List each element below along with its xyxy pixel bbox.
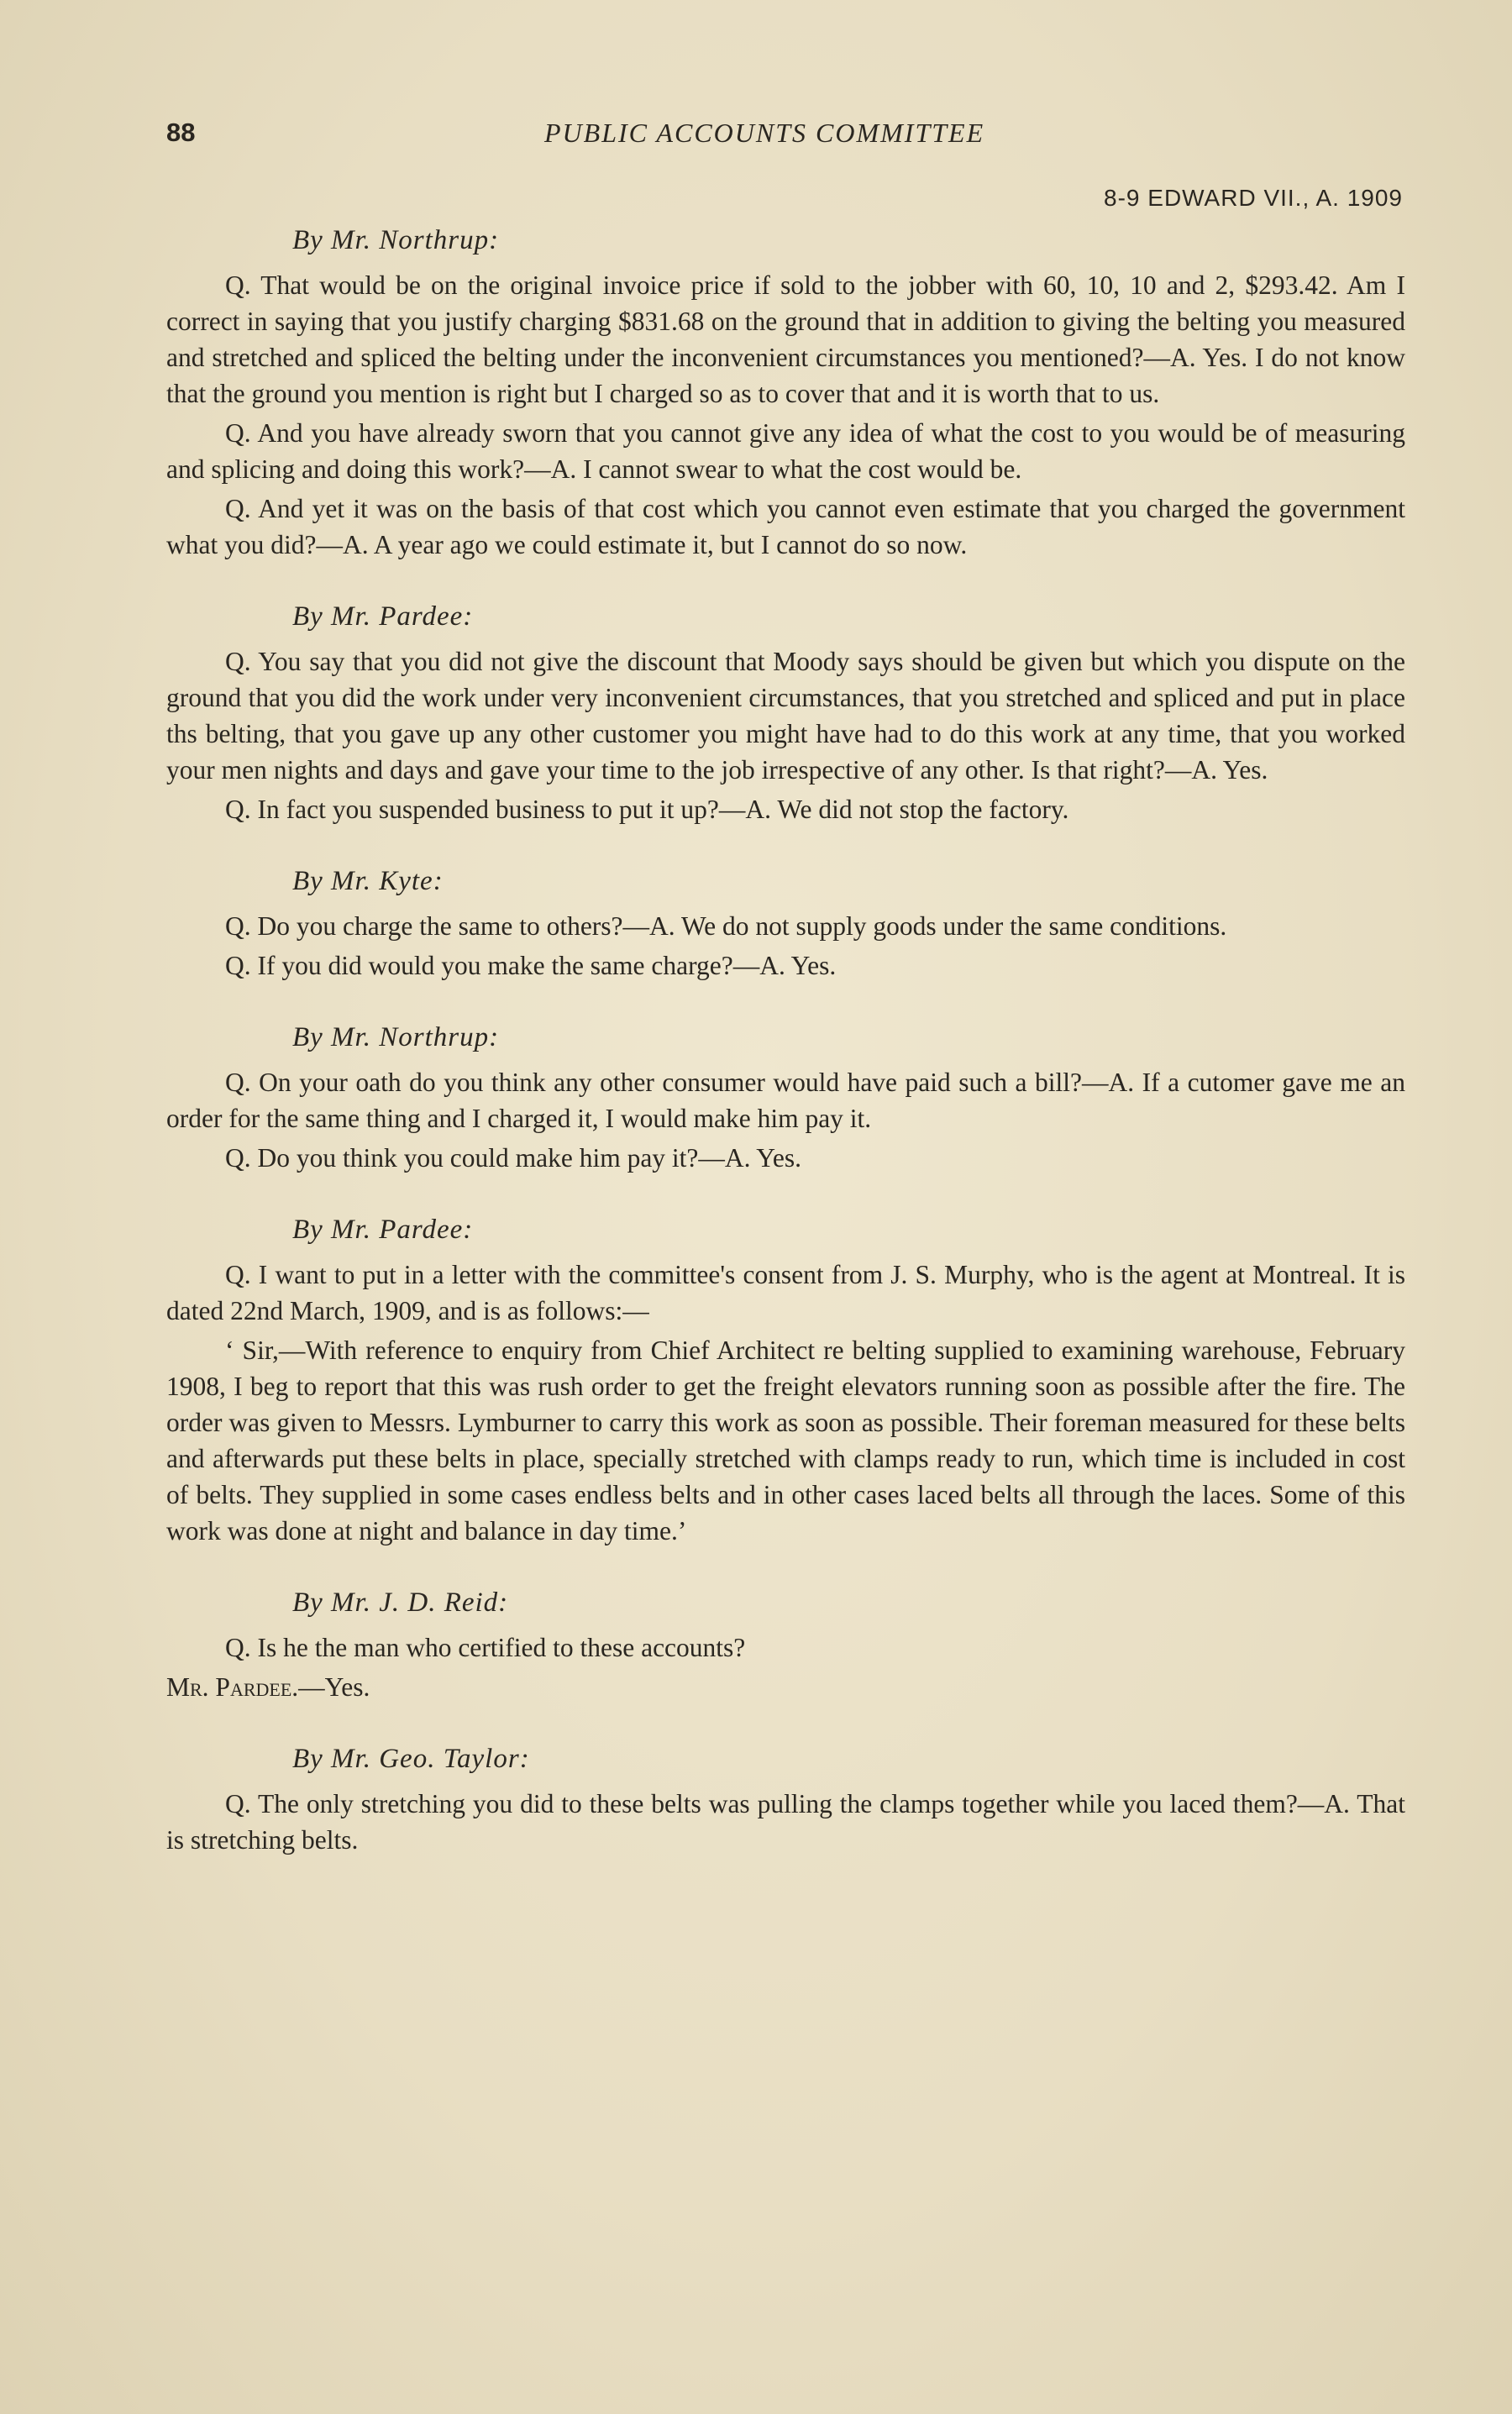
question-paragraph: Q. Do you think you could make him pay it?—A. Yes. [225,1143,801,1173]
question-paragraph: Q. If you did would you make the same charge?—A. Yes. [225,951,837,980]
speaker-heading: By Mr. Kyte: [292,866,444,896]
speaker-heading: By Mr. J. D. Reid: [292,1587,509,1618]
reply-line [166,1669,1405,1705]
speaker-heading: By Mr. Geo. Taylor: [292,1744,530,1774]
speaker-heading: By Mr. Pardee: [292,601,474,632]
question-paragraph: Q. You say that you did not give the discount that Moody says should be given but which you dispute on the ground that you did the work under very inconvenient circumstances, that you stretched and spliced and put in place ths belting, that you gave up any other customer you might have had to do this work at any time, that you worked your men nights and days and gave your time to the job irrespective of any other. Is that right?—A. Yes. [166,647,1405,785]
speaker-heading: By Mr. Northrup: [292,1022,500,1052]
question-paragraph: Q. And yet it was on the basis of that cost which you cannot even estimate that you charged the government what you did?—A. A year ago we could estimate it, but I cannot do so now. [166,494,1405,559]
question-paragraph: Q. On your oath do you think any other consumer would have paid such a bill?—A. If a cutomer gave me an order for the same thing and I charged it, I would make him pay it. [166,1068,1405,1133]
reply-speaker: Mr. Pardee [166,1672,292,1702]
section-northrup-1 [166,223,1405,563]
document-body [166,223,1405,1861]
reply-text: .—Yes. [291,1672,370,1702]
section-kyte [166,864,1405,984]
section-reid [166,1586,1405,1705]
speaker-heading: By Mr. Northrup: [292,225,500,255]
question-paragraph: Q. And you have already sworn that you cannot give any idea of what the cost to you would be of measuring and splicing and doing this work?—A. I cannot swear to what the cost would be. [166,418,1405,484]
question-paragraph: Q. I want to put in a letter with the committee's consent from J. S. Murphy, who is the agent at Montreal. It is dated 22nd March, 1909, and is as follows:— [166,1260,1405,1325]
running-head [166,118,1032,155]
section-pardee-1 [166,600,1405,827]
speaker-heading: By Mr. Pardee: [292,1215,474,1245]
question-paragraph: Q. Is he the man who certified to these accounts? [225,1633,746,1662]
question-paragraph: Q. Do you charge the same to others?—A. We do not supply goods under the same conditions. [225,911,1227,941]
session-reference: 8-9 EDWARD VII., A. 1909 [1104,185,1403,211]
section-pardee-2 [166,1213,1405,1549]
section-northrup-2 [166,1021,1405,1176]
running-title: PUBLIC ACCOUNTS COMMITTEE [544,118,985,148]
question-paragraph: Q. In fact you suspended business to put it up?—A. We did not stop the factory. [225,795,1069,824]
page-number: 88 [166,118,196,147]
question-paragraph: Q. That would be on the original invoice price if sold to the jobber with 60, 10, 10 and 2, $293.42. Am I correct in saying that you justify charging $831.68 on the ground that in addition to giving the belting you measured and stretched and spliced the belting under the inconvenient circumstances you mentioned?—A. Yes. I do not know that the ground you mention is right but I charged so as to cover that and it is worth that to us. [166,270,1405,408]
section-taylor [166,1742,1405,1858]
question-paragraph: Q. The only stretching you did to these belts was pulling the clamps together while you laced them?—A. That is stretching belts. [166,1789,1405,1855]
quoted-letter: ‘ Sir,—With reference to enquiry from Chief Architect re belting supplied to examining warehouse, February 1908, I beg to report that this was rush order to get the freight elevators running soon as possible after the fire. The order was given to Messrs. Lymburner to carry this work as soon as possible. Their foreman measured for these belts and afterwards put these belts in place, specially stretched with clamps ready to run, which time is included in cost of belts. They supplied in some cases endless belts and in other cases laced belts all through the laces. Some of this work was done at night and balance in day time.’ [166,1336,1405,1545]
